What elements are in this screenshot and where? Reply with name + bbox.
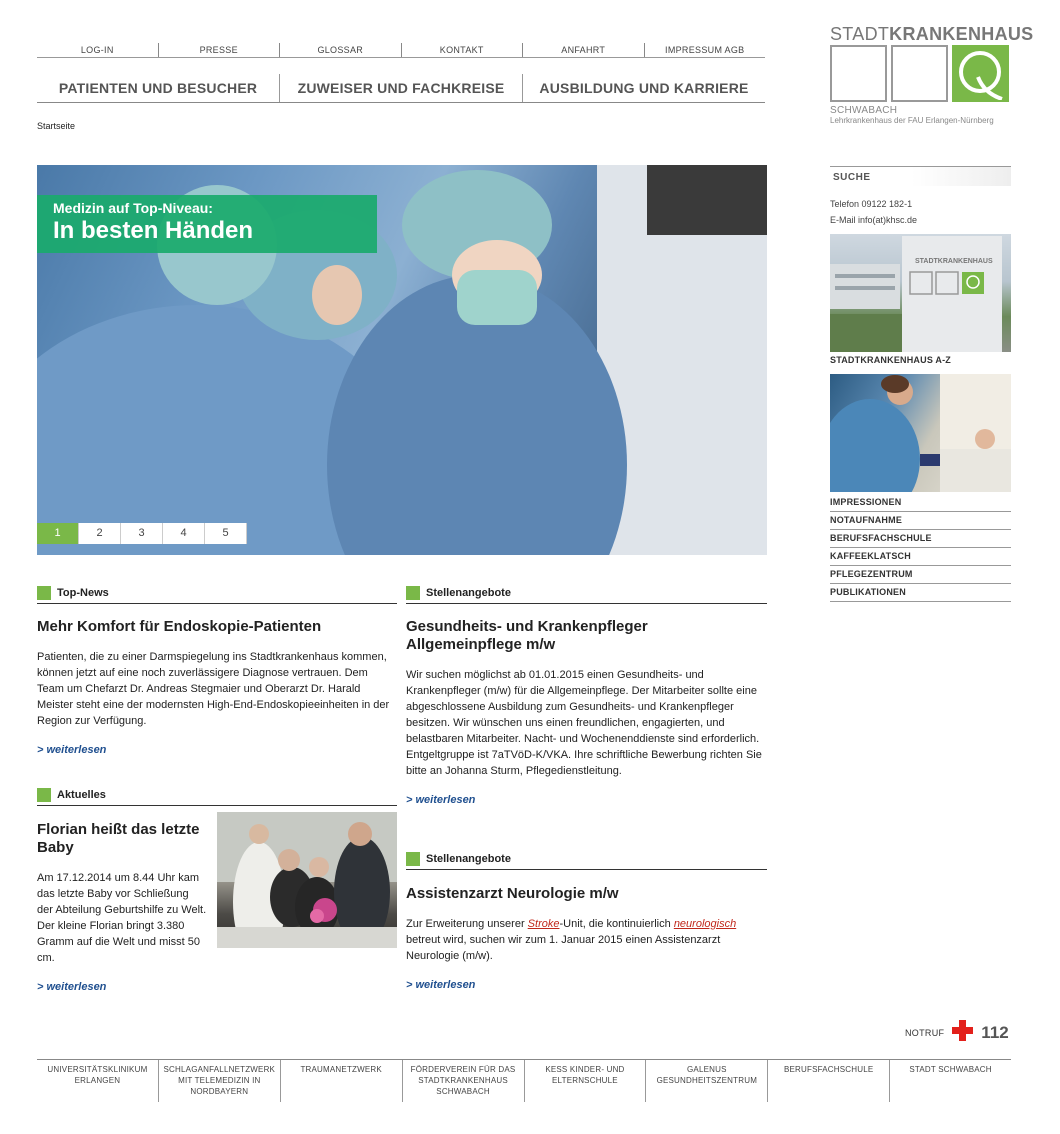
footer-link-stadt-schwabach[interactable]: STADT SCHWABACH [889, 1060, 1011, 1102]
footer-link-traumanetzwerk[interactable]: TRAUMANETZWERK [280, 1060, 402, 1102]
section-label: Aktuelles [57, 788, 106, 801]
glossary-link-neurologisch[interactable]: neurologisch [673, 918, 737, 930]
article-body: Zur Erweiterung unserer Stroke-Unit, die kontinuierlich neurologisch betreut wird, suchen wir zum 1. Januar 2015 einen Assistenzarzt Neurologie (m/w). [406, 918, 737, 962]
nav-login[interactable]: LOG-IN [80, 45, 114, 55]
slide-5-button[interactable]: 5 [205, 523, 247, 544]
article-title[interactable]: Mehr Komfort für Endoskopie-Patienten [37, 618, 322, 635]
slide-4-button[interactable]: 4 [163, 523, 205, 544]
sidebar-links [830, 494, 1011, 602]
article-title[interactable]: Gesundheits- und Krankenpfleger Allgemeinpflege m/w [406, 618, 648, 653]
green-square-icon [37, 586, 51, 600]
nav-glossar[interactable]: GLOSSAR [279, 43, 401, 57]
footer-link-berufsfachschule[interactable]: BERUFSFACHSCHULE [767, 1060, 889, 1102]
sidebar-link-berufsfachschule[interactable]: BERUFSFACHSCHULE [830, 530, 1011, 548]
search-input[interactable]: SUCHE [830, 166, 1011, 186]
utility-nav [37, 40, 765, 58]
footer-link-uniklinikum[interactable]: UNIVERSITÄTSKLINIKUM ERLANGEN [47, 1065, 148, 1085]
footer-partner-links [37, 1059, 1011, 1102]
section-header [37, 784, 397, 806]
red-cross-icon [952, 1020, 973, 1046]
notruf-number: 112 [981, 1023, 1009, 1042]
section-header [406, 582, 767, 604]
hero-caption-large: In besten Händen [53, 217, 254, 244]
job-offer-1 [406, 582, 767, 806]
green-square-icon [406, 586, 420, 600]
hero-caption [37, 195, 377, 253]
readmore-link[interactable]: > weiterlesen [37, 744, 107, 756]
sign-title: STADTKRANKENHAUS [915, 258, 993, 265]
logo-box [891, 45, 948, 102]
readmore-link[interactable]: > weiterlesen [37, 981, 107, 993]
main-nav-ausbildung[interactable]: AUSBILDUNG UND KARRIERE [522, 74, 765, 102]
job-offer-2 [406, 848, 767, 991]
emergency-call[interactable] [905, 1020, 1009, 1046]
green-square-icon [37, 788, 51, 802]
contact-info [830, 196, 917, 228]
phone-text: Telefon 09122 182-1 [830, 199, 913, 209]
site-logo[interactable] [830, 24, 1034, 125]
green-square-icon [406, 852, 420, 866]
footer-link-foerderverein[interactable]: FÖRDERVEREIN FÜR DAS STADTKRANKENHAUS SCHWABACH [402, 1060, 524, 1102]
logo-q-icon [952, 45, 1009, 102]
article-body: Wir suchen möglichst ab 01.01.2015 einen Gesundheits- und Krankenpfleger (m/w) für die Allgemeinpflege. Der Mitarbeiter sollte eine abgeschlossene Ausbildung zum Gesundheits- und Krankenpfleger besitzen. Wir wünschen uns einen freundlichen, engagierten, und belastbaren Mitarbeiter. Nacht- und Wochenenddienste sind erforderlich. Entgeltgruppe ist 7aTVöD-K/VKA. Ihre schriftliche Bewerbung richten Sie bitte an Johanna Sturm, Pflegedienstleitung. [406, 669, 762, 777]
breadcrumb[interactable]: Startseite [37, 121, 76, 131]
hero-slider[interactable] [37, 165, 767, 555]
section-label: Stellenangebote [426, 586, 511, 599]
footer-link-galenus[interactable]: GALENUS GESUNDHEITSZENTRUM [645, 1060, 767, 1102]
section-header [406, 848, 767, 870]
sidebar-link-kaffeeklatsch[interactable]: KAFFEEKLATSCH [830, 548, 1011, 566]
news-photo[interactable] [217, 812, 397, 948]
section-label: Top-News [57, 586, 109, 599]
nav-presse[interactable]: PRESSE [158, 43, 280, 57]
section-header [37, 582, 397, 604]
sidebar-link-publikationen[interactable]: PUBLIKATIONEN [830, 584, 1011, 602]
logo-tagline: Lehrkrankenhaus der FAU Erlangen-Nürnberg [830, 116, 994, 125]
article-title[interactable]: Florian heißt das letzte Baby [37, 821, 200, 856]
nav-kontakt[interactable]: KONTAKT [401, 43, 523, 57]
main-nav-zuweiser[interactable]: ZUWEISER UND FACHKREISE [279, 74, 522, 102]
article-body: Patienten, die zu einer Darmspiegelung ins Stadtkrankenhaus kommen, können jetzt auf eine noch zuverlässigere Diagnose vertrauen. Dem Team um Chefarzt Dr. Andreas Stegmaier und Oberarzt Dr. Harald Meister steht eine der modernsten High-End-Endoskopieeinheiten in der Region zur Verfügung. [37, 651, 390, 727]
glossary-link-stroke[interactable]: Stroke [527, 918, 560, 930]
slide-3-button[interactable]: 3 [121, 523, 163, 544]
hero-caption-small: Medizin auf Top-Niveau: [53, 200, 213, 216]
footer-link-kess[interactable]: KESS KINDER- UND ELTERNSCHULE [524, 1060, 646, 1102]
nav-anfahrt[interactable]: ANFAHRT [522, 43, 644, 57]
aktuelles-article [37, 821, 207, 993]
top-news-section [37, 582, 397, 756]
notruf-label: NOTRUF [905, 1028, 945, 1038]
footer-link-schlaganfallnetzwerk[interactable]: SCHLAGANFALLNETZWERK MIT TELEMEDIZIN IN NORDBAYERN [158, 1060, 280, 1102]
sidebar-link-impressionen[interactable]: IMPRESSIONEN [830, 494, 1011, 512]
main-nav-patienten[interactable]: PATIENTEN UND BESUCHER [58, 80, 258, 96]
main-nav [37, 74, 765, 103]
email-link[interactable]: E-Mail info(at)khsc.de [830, 215, 918, 225]
building-sign-image [830, 234, 1011, 352]
logo-mark [830, 45, 1011, 102]
baby-photo-image [217, 812, 397, 948]
logo-title: STADTKRANKENHAUS [830, 24, 1034, 44]
logo-city: SCHWABACH [830, 105, 898, 116]
nav-impressum[interactable]: IMPRESSUM AGB [644, 43, 766, 57]
readmore-link[interactable]: > weiterlesen [406, 979, 476, 991]
slide-1-button[interactable]: 1 [37, 523, 79, 544]
sidebar-link-pflegezentrum[interactable]: PFLEGEZENTRUM [830, 566, 1011, 584]
section-label: Stellenangebote [426, 852, 511, 865]
slide-pager [37, 523, 247, 544]
readmore-link[interactable]: > weiterlesen [406, 794, 476, 806]
article-body: Am 17.12.2014 um 8.44 Uhr kam das letzte Baby vor Schließung der Abteilung Geburtshilfe zu Welt. Der kleine Florian bringt 3.380 Gramm auf die Welt und misst 50 cm. [37, 872, 207, 964]
logo-box [830, 45, 887, 102]
sidebar-image-a-z[interactable] [830, 234, 1011, 352]
sidebar-image-impressionen[interactable] [830, 374, 1011, 492]
article-title[interactable]: Assistenzarzt Neurologie m/w [406, 885, 619, 902]
aktuelles-section [37, 784, 397, 806]
sidebar-link-notaufnahme[interactable]: NOTAUFNAHME [830, 512, 1011, 530]
slide-2-button[interactable]: 2 [79, 523, 121, 544]
nurse-patient-image [830, 374, 1011, 492]
sidebar-a-z-label[interactable]: STADTKRANKENHAUS A-Z [830, 355, 951, 365]
